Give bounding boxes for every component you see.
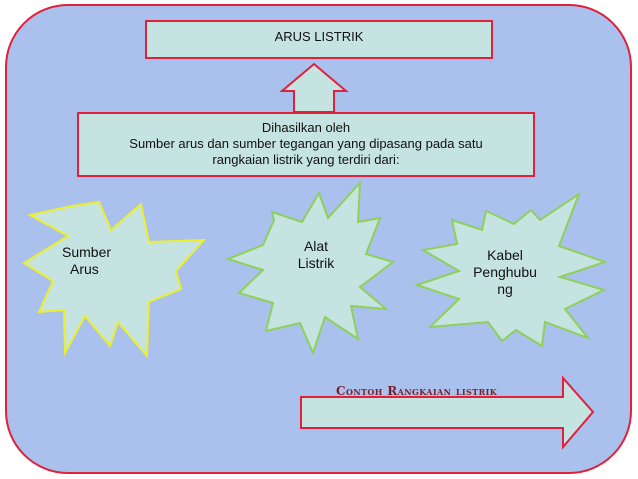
component-label-line: Arus [70,261,99,277]
component-label-line: Sumber [62,244,112,260]
title-text: ARUS LISTRIK [274,29,364,44]
description-box [77,112,535,177]
description-line-3: rangkaian listrik yang terdiri dari: [212,152,400,167]
description-line-2: Sumber arus dan sumber tegangan yang dipasang pada satu [129,136,483,151]
component-label-line: Penghubu [473,264,537,280]
title-box [145,20,493,59]
component-label-line: ng [497,281,513,297]
component-sumber-arus-label [62,244,122,278]
example-circuit-link[interactable]: Contoh Rangkaian listrik [336,384,498,398]
component-kabel-label [470,247,540,298]
component-label-line: Kabel [487,247,523,263]
component-label-line: Listrik [297,255,335,271]
component-label-line: Alat [303,238,329,254]
component-alat-listrik-label [288,238,344,272]
description-line-1: Dihasilkan oleh [261,120,351,135]
